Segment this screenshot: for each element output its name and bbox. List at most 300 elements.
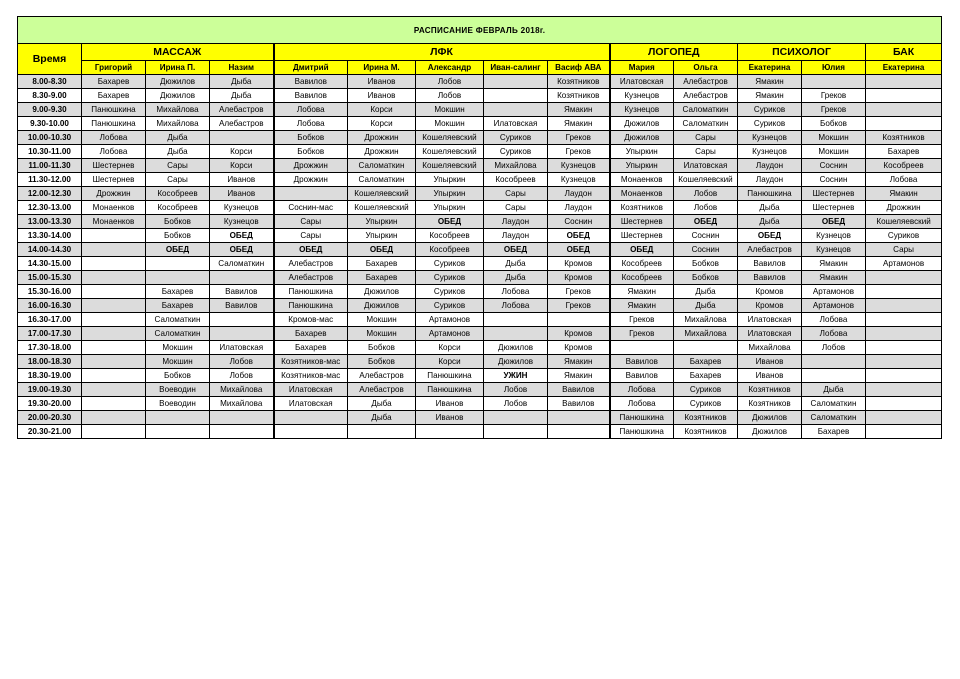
schedule-cell: Панюшкина [82,103,146,117]
schedule-cell [274,411,348,425]
time-slot: 20.30-21.00 [18,425,82,439]
schedule-cell: Греков [548,131,610,145]
staff-name: Юлия [802,61,866,75]
time-slot: 14.30-15.00 [18,257,82,271]
schedule-cell: Кособреев [416,229,484,243]
schedule-row [18,75,942,89]
schedule-cell: Бахарев [674,369,738,383]
schedule-cell: Кособреев [146,187,210,201]
schedule-cell: Кособреев [484,173,548,187]
schedule-cell: ОБЕД [548,243,610,257]
schedule-cell: Иванов [210,187,274,201]
schedule-cell [866,397,942,411]
schedule-cell: Лобова [866,173,942,187]
schedule-cell: Лобов [484,397,548,411]
schedule-cell [82,369,146,383]
schedule-cell: Дюжилов [146,89,210,103]
schedule-cell: Козятников-мас [274,355,348,369]
schedule-cell: Монаенков [82,215,146,229]
schedule-cell [82,341,146,355]
schedule-cell: Вавилов [210,299,274,313]
schedule-cell: Лобов [674,201,738,215]
schedule-cell: Лобова [610,383,674,397]
schedule-cell: Иванов [738,355,802,369]
schedule-cell: Соснин [802,159,866,173]
schedule-cell [348,425,416,439]
schedule-cell: Михайлова [484,159,548,173]
schedule-cell: Дрожжин [274,159,348,173]
schedule-cell: Суриков [866,229,942,243]
schedule-row [18,215,942,229]
schedule-cell: Суриков [416,285,484,299]
schedule-cell: Саломаткин [348,159,416,173]
schedule-cell: Кошеляевский [416,159,484,173]
schedule-cell: Илатовская [274,383,348,397]
schedule-cell [866,299,942,313]
schedule-cell: Михайлова [210,383,274,397]
schedule-cell: Козятников [674,411,738,425]
schedule-cell [866,313,942,327]
time-slot: 16.00-16.30 [18,299,82,313]
schedule-cell: Бахарев [802,425,866,439]
schedule-cell: Сары [274,215,348,229]
schedule-cell: Козятников [866,131,942,145]
schedule-cell: Иванов [738,369,802,383]
schedule-cell: Вавилов [548,397,610,411]
schedule-cell: ОБЕД [348,243,416,257]
staff-name: Назим [210,61,274,75]
schedule-cell: Козятников [548,75,610,89]
schedule-cell [866,75,942,89]
schedule-cell: Кромов [548,271,610,285]
schedule-cell: Кромов [548,327,610,341]
schedule-cell [82,243,146,257]
schedule-cell: Бахарев [146,285,210,299]
schedule-cell: Кромов [738,299,802,313]
schedule-cell: Кошеляевский [866,215,942,229]
schedule-cell: Саломаткин [802,411,866,425]
schedule-cell: Соснин [674,243,738,257]
time-slot: 10.30-11.00 [18,145,82,159]
page-title: РАСПИСАНИЕ ФЕВРАЛЬ 2018г. [18,17,942,44]
staff-name: Григорий [82,61,146,75]
schedule-cell: Кошеляевский [416,131,484,145]
schedule-cell: Бобков [674,271,738,285]
schedule-cell [866,89,942,103]
schedule-cell: Козятников [674,425,738,439]
schedule-cell: Дюжилов [348,285,416,299]
time-slot: 19.00-19.30 [18,383,82,397]
schedule-cell [866,327,942,341]
schedule-row [18,271,942,285]
schedule-row [18,257,942,271]
schedule-cell [802,355,866,369]
schedule-cell: Монаенков [610,187,674,201]
time-slot: 8.00-8.30 [18,75,82,89]
schedule-cell: Греков [548,145,610,159]
schedule-cell: Михайлова [210,397,274,411]
schedule-cell: Дыба [348,411,416,425]
schedule-cell: Бобков [274,131,348,145]
schedule-cell [82,411,146,425]
schedule-cell: Панюшкина [82,117,146,131]
schedule-cell: Панюшкина [274,285,348,299]
staff-name: Васиф АВА [548,61,610,75]
schedule-cell: Вавилов [274,75,348,89]
schedule-cell: Илатовская [484,117,548,131]
schedule-cell: Алебастров [674,75,738,89]
schedule-cell: Мокшин [146,341,210,355]
schedule-cell: Суриков [416,271,484,285]
schedule-cell: Панюшкина [416,383,484,397]
staff-name: Ирина М. [348,61,416,75]
schedule-cell: Греков [610,313,674,327]
schedule-cell: Бахарев [82,75,146,89]
schedule-cell: Монаенков [82,201,146,215]
schedule-cell: Сары [274,229,348,243]
group-speech-therapist: ЛОГОПЕД [610,44,738,61]
schedule-cell: Лобова [82,145,146,159]
schedule-cell [82,425,146,439]
schedule-cell: Лобова [274,117,348,131]
schedule-cell: Шестернев [82,159,146,173]
schedule-cell: Панюшкина [416,369,484,383]
schedule-cell: ОБЕД [548,229,610,243]
schedule-cell: Бахарев [674,355,738,369]
schedule-row [18,327,942,341]
schedule-cell: Кузнецов [802,243,866,257]
schedule-cell: Ямакин [548,355,610,369]
schedule-cell: Саломаткин [146,327,210,341]
schedule-cell: Вавилов [738,271,802,285]
schedule-cell: Сары [484,187,548,201]
schedule-cell [146,271,210,285]
schedule-cell: Иванов [348,75,416,89]
schedule-cell: Лобов [210,355,274,369]
schedule-cell: Дыба [146,131,210,145]
schedule-row [18,145,942,159]
schedule-cell: Бахарев [146,299,210,313]
schedule-cell [484,75,548,89]
schedule-cell: Кошеляевский [674,173,738,187]
schedule-cell: Дыба [484,271,548,285]
schedule-cell: Артамонов [802,285,866,299]
schedule-cell: Дыба [348,397,416,411]
schedule-cell: Алебастров [348,369,416,383]
schedule-cell: Алебастров [274,257,348,271]
schedule-cell [210,131,274,145]
schedule-cell: Корси [416,341,484,355]
schedule-cell: Алебастров [674,89,738,103]
schedule-row [18,299,942,313]
schedule-cell: Упыркин [348,229,416,243]
schedule-cell: Бобков [146,369,210,383]
schedule-cell: Лобова [274,103,348,117]
schedule-cell: Вавилов [274,89,348,103]
schedule-cell: Дыба [802,383,866,397]
schedule-cell: Лобова [82,131,146,145]
schedule-cell: Упыркин [416,173,484,187]
group-header-row [18,44,942,61]
schedule-cell: Илатовская [210,341,274,355]
schedule-cell [82,313,146,327]
time-slot: 18.30-19.00 [18,369,82,383]
schedule-cell: Алебастров [738,243,802,257]
time-column-header: Время [18,44,82,75]
schedule-cell: Кошеляевский [348,187,416,201]
staff-name: Ольга [674,61,738,75]
schedule-cell [210,411,274,425]
schedule-cell: УЖИН [484,369,548,383]
schedule-cell: Лаудон [738,173,802,187]
schedule-cell: Лобов [416,75,484,89]
schedule-cell: Дыба [210,89,274,103]
schedule-cell [484,425,548,439]
schedule-cell: Дрожжин [274,173,348,187]
time-slot: 11.00-11.30 [18,159,82,173]
schedule-row [18,131,942,145]
schedule-cell [146,425,210,439]
schedule-row [18,243,942,257]
schedule-cell: Михайлова [146,117,210,131]
schedule-cell: Бахарев [348,257,416,271]
schedule-cell: Ямакин [738,89,802,103]
schedule-cell: Бахарев [274,327,348,341]
schedule-cell: Воеводин [146,383,210,397]
schedule-cell: ОБЕД [274,243,348,257]
schedule-cell [82,327,146,341]
schedule-cell [82,285,146,299]
group-massage: МАССАЖ [82,44,274,61]
schedule-cell: Упыркин [348,215,416,229]
time-slot: 8.30-9.00 [18,89,82,103]
schedule-cell: ОБЕД [416,215,484,229]
schedule-cell: Лаудон [484,215,548,229]
schedule-cell: Кузнецов [610,103,674,117]
schedule-cell: Дюжилов [348,299,416,313]
schedule-cell [484,103,548,117]
schedule-cell: ОБЕД [484,243,548,257]
schedule-cell: Монаенков [610,173,674,187]
schedule-cell: Мокшин [416,103,484,117]
time-slot: 14.00-14.30 [18,243,82,257]
schedule-cell [274,425,348,439]
time-slot: 10.00-10.30 [18,131,82,145]
schedule-cell: Дрожжин [348,131,416,145]
schedule-cell: Упыркин [416,187,484,201]
schedule-cell: Ямакин [802,271,866,285]
schedule-cell: Кузнецов [738,145,802,159]
schedule-cell: Саломаткин [802,397,866,411]
schedule-cell [484,327,548,341]
schedule-cell [866,285,942,299]
schedule-cell: Ямакин [610,299,674,313]
schedule-cell: Корси [210,159,274,173]
schedule-cell: Михайлова [674,327,738,341]
schedule-cell: Артамонов [866,257,942,271]
schedule-cell: Суриков [738,117,802,131]
schedule-cell: Михайлова [674,313,738,327]
schedule-cell: Корси [348,117,416,131]
schedule-cell: Суриков [674,383,738,397]
schedule-cell: Ямакин [738,75,802,89]
time-slot: 13.30-14.00 [18,229,82,243]
schedule-cell: Козятников [738,383,802,397]
schedule-cell: Лобова [610,397,674,411]
schedule-cell: Саломаткин [348,173,416,187]
schedule-cell: Соснин [674,229,738,243]
schedule-cell: Михайлова [738,341,802,355]
schedule-cell: Бахарев [274,341,348,355]
schedule-row [18,341,942,355]
schedule-cell [82,299,146,313]
schedule-cell: Михайлова [146,103,210,117]
staff-name: Мария [610,61,674,75]
time-slot: 19.30-20.00 [18,397,82,411]
time-slot: 15.30-16.00 [18,285,82,299]
schedule-cell: Шестернев [802,201,866,215]
schedule-cell: Суриков [416,257,484,271]
schedule-cell [274,187,348,201]
schedule-cell: Алебастров [348,383,416,397]
schedule-cell: Бобков [146,229,210,243]
schedule-cell: Ямакин [548,103,610,117]
schedule-row [18,411,942,425]
schedule-cell: Дюжилов [484,355,548,369]
schedule-cell: Лаудон [548,187,610,201]
time-slot: 18.00-18.30 [18,355,82,369]
staff-name: Ирина П. [146,61,210,75]
schedule-cell: Дыба [738,215,802,229]
schedule-cell [866,117,942,131]
schedule-cell: Бобков [274,145,348,159]
schedule-cell: ОБЕД [610,243,674,257]
schedule-cell: Бобков [802,117,866,131]
schedule-cell: ОБЕД [802,215,866,229]
schedule-cell [866,369,942,383]
schedule-cell: Суриков [416,299,484,313]
schedule-cell: Бахарев [82,89,146,103]
schedule-row [18,229,942,243]
schedule-cell: Бахарев [866,145,942,159]
schedule-cell: Соснин [548,215,610,229]
schedule-cell: Вавилов [738,257,802,271]
schedule-row [18,103,942,117]
schedule-cell: Шестернев [610,215,674,229]
schedule-cell: Дыба [210,75,274,89]
schedule-cell [210,271,274,285]
schedule-row [18,201,942,215]
schedule-cell: Суриков [484,145,548,159]
schedule-cell: Кособреев [610,271,674,285]
schedule-cell: Ямакин [548,117,610,131]
schedule-cell: ОБЕД [210,229,274,243]
schedule-cell [866,355,942,369]
staff-name: Екатерина [738,61,802,75]
schedule-cell: Соснин [802,173,866,187]
schedule-row [18,369,942,383]
schedule-table [17,16,942,439]
schedule-cell [146,257,210,271]
staff-name: Екатерина [866,61,942,75]
schedule-cell: Кузнецов [548,159,610,173]
schedule-cell: Панюшкина [274,299,348,313]
schedule-cell: Козятников [738,397,802,411]
schedule-cell [82,229,146,243]
schedule-cell [484,89,548,103]
time-slot: 15.00-15.30 [18,271,82,285]
schedule-cell: Мокшин [348,313,416,327]
schedule-cell: Кособреев [416,243,484,257]
schedule-cell: Дюжилов [610,131,674,145]
schedule-cell: Суриков [738,103,802,117]
schedule-row [18,285,942,299]
schedule-cell: Кошеляевский [348,201,416,215]
schedule-cell: Лобова [802,313,866,327]
schedule-cell: Лобова [484,285,548,299]
schedule-cell: Воеводин [146,397,210,411]
time-slot: 17.30-18.00 [18,341,82,355]
schedule-cell [674,341,738,355]
schedule-cell [866,103,942,117]
schedule-cell: Дрожжин [866,201,942,215]
schedule-cell: Суриков [674,397,738,411]
schedule-cell: Панюшкина [738,187,802,201]
schedule-cell [802,369,866,383]
schedule-cell: Лобов [210,369,274,383]
schedule-cell: Шестернев [802,187,866,201]
schedule-cell: Лаудон [548,201,610,215]
schedule-cell [82,355,146,369]
schedule-cell [548,313,610,327]
schedule-cell: Бобков [348,355,416,369]
schedule-cell [82,271,146,285]
schedule-cell: Упыркин [610,145,674,159]
schedule-cell: Лаудон [484,229,548,243]
schedule-row [18,425,942,439]
staff-name: Дмитрий [274,61,348,75]
schedule-cell: Сары [146,173,210,187]
schedule-row [18,187,942,201]
schedule-cell: Артамонов [416,327,484,341]
schedule-cell: Кособреев [610,257,674,271]
schedule-cell [484,313,548,327]
schedule-cell [82,257,146,271]
group-lfk: ЛФК [274,44,610,61]
schedule-row [18,173,942,187]
time-slot: 9.00-9.30 [18,103,82,117]
schedule-cell: Греков [802,89,866,103]
schedule-cell [146,411,210,425]
schedule-cell: ОБЕД [738,229,802,243]
schedule-cell: Иванов [210,173,274,187]
schedule-cell: Кромов [548,257,610,271]
schedule-cell: Алебастров [274,271,348,285]
schedule-cell [210,327,274,341]
schedule-cell: Дыба [674,299,738,313]
schedule-row [18,397,942,411]
group-psychologist: ПСИХОЛОГ [738,44,866,61]
schedule-cell: Лобова [802,327,866,341]
schedule-cell: Илатовская [738,327,802,341]
schedule-cell: Ямакин [866,187,942,201]
schedule-cell: ОБЕД [674,215,738,229]
time-slot: 16.30-17.00 [18,313,82,327]
schedule-cell: Ямакин [802,257,866,271]
schedule-cell: Кромов-мас [274,313,348,327]
schedule-cell: Илатовская [610,75,674,89]
schedule-cell: Ямакин [548,369,610,383]
